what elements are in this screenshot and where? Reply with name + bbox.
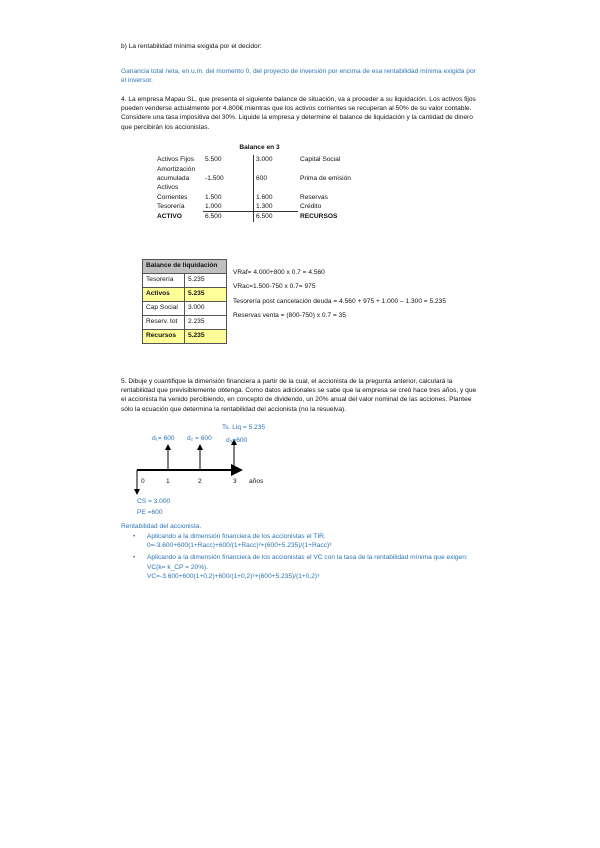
table-row <box>155 174 364 183</box>
table-row <box>155 193 364 202</box>
liquidation-title: Balance de liquidación <box>143 260 227 274</box>
question-5: 5. Dibuje y cuantifique la dimensión financiera a partir de la cual, el accionista de la pregunta anterior, calculará la rentabilidad que previsiblemente obtenga. Como datos adicionales se sabe que la empresa se creó hace tres años, y que el accionista ha venido percibiendo, en concepto de dividendo, un 20% anual del valor nominal de las acciones. Plantee sólo la ecuación que determina la rentabilidad del accionista (no la resuelva). <box>121 378 477 413</box>
question-b: b) La rentabilidad mínima exigida por el decidor: <box>121 43 262 50</box>
table-row <box>155 202 364 212</box>
list-item <box>133 532 473 550</box>
balance-cell-d: Crédito <box>300 203 322 211</box>
balance-cell-d: Capital Social <box>300 156 341 164</box>
table-row <box>143 302 227 316</box>
liquidation-calculations <box>233 268 446 326</box>
vc-formula: VC=-3.600+600(1+0,2)+600/(1+0,2)²+(600+5.235)/(1+0,2)³ <box>147 572 320 580</box>
d2-label: d₂ = 600 <box>187 435 212 442</box>
balance-cell-d <box>298 165 364 174</box>
balance-cell-d <box>298 183 364 192</box>
balance-cell-a: Activos Fijos <box>157 156 195 164</box>
balance-cell-d: Prima de emisión <box>300 174 351 182</box>
liq-label: Activos <box>143 288 185 302</box>
rentabilidad-list <box>133 532 473 581</box>
tir-formula: 0=-3.600+600(1+Racc)+600/(1+Racc)²+(600+5.235)/(1+Racc)³ <box>147 542 332 550</box>
balance-cell-c <box>254 165 299 174</box>
table-row <box>155 165 364 174</box>
liq-value: 3.000 <box>185 302 227 316</box>
table-row <box>155 155 364 164</box>
balance-cell-b: 5.500 <box>203 155 254 164</box>
cs-label: CS = 3.000 <box>137 498 171 505</box>
balance-cell-b <box>203 183 254 192</box>
balance-cell-c: 1.600 <box>256 193 273 201</box>
d3-label: d₃=600 <box>226 437 248 444</box>
liq-label: Reserv. tot <box>143 316 185 330</box>
balance-cell-c: 1.300 <box>254 202 299 212</box>
balance-cell-a: Activos <box>157 184 179 192</box>
liq-value: 5.235 <box>185 288 227 302</box>
balance-cell-a: Corrientes <box>157 193 188 201</box>
liq-value: 5.235 <box>185 274 227 288</box>
calc-line: VRaf= 4.000+800 x 0.7 = 4.560 <box>233 269 325 276</box>
balance-table <box>155 155 364 222</box>
tick-1: 1 <box>166 478 170 485</box>
balance-cell-c <box>254 183 299 192</box>
balance-cell-d: RECURSOS <box>300 212 338 220</box>
balance-total-row <box>155 212 364 222</box>
liq-label: Cap Social <box>143 302 185 316</box>
tick-0: 0 <box>141 478 145 485</box>
d1-label: d₁= 600 <box>152 435 175 442</box>
liq-label: Tesorería <box>143 274 185 288</box>
question-4: 4. La empresa Mapau SL, que presenta el siguiente balance de situación, va a proceder a su liquidación. Los activos fijos pueden venderse actualmente por 4.800€ mientras que los activos corrientes se recuperan al 50% de su valor contable. Considere una tasa impositiva del 30%. Liquide la empresa y determine el balance de liquidación y la cantidad de dinero que percibirán los accionistas. <box>121 96 476 131</box>
table-row <box>143 274 227 288</box>
tick-2: 2 <box>198 478 202 485</box>
liquidation-table <box>142 259 227 344</box>
table-row <box>143 288 227 302</box>
pe-label: PE =600 <box>137 509 163 516</box>
calc-line: Reservas venta = (800-750) x 0.7 = 35 <box>233 312 346 320</box>
balance-cell-a: Tesorería <box>157 203 185 211</box>
balance-cell-b: -1.500 <box>203 174 254 183</box>
bullet-text: Aplicando a la dimensión financiera de los accionistas el VC con la tasa de la rentabilidad mínima que exigen: VC(k= k_CP = 20%). <box>147 554 468 571</box>
balance-cell-a: ACTIVO <box>157 212 182 220</box>
balance-cell-a: Amortización <box>157 165 196 173</box>
calc-line: VRac=1.500-750 x 0.7= 975 <box>233 283 316 291</box>
liq-value: 5.235 <box>185 330 227 344</box>
balance-cell-d: Reservas <box>300 193 328 201</box>
answer-b: Ganancia total neta, en u.m. del momento 0, del proyecto de inversión por encima de esa rentabilidad mínima exigida por el inversor. <box>121 68 476 85</box>
balance-sheet <box>155 143 370 222</box>
balance-cell-b: 6.500 <box>203 212 254 222</box>
axis-unit: años <box>249 478 264 485</box>
table-row <box>143 316 227 330</box>
rentabilidad-title: Rentabilidad del accionista. <box>121 523 202 530</box>
list-item <box>133 553 473 581</box>
balance-cell-b <box>203 165 254 174</box>
liq-value: 2.235 <box>185 316 227 330</box>
balance-title: Balance en 3 <box>239 144 280 151</box>
liq-label: Recursos <box>143 330 185 344</box>
bullet-icon: • <box>133 554 136 562</box>
bullet-icon: • <box>133 533 136 540</box>
table-row <box>143 330 227 344</box>
table-row <box>155 183 364 192</box>
ts-liq-label: Ts. Liq = 5.235 <box>222 424 266 431</box>
calc-line: Tesorería post cancelación deuda = 4.560 + 975 + 1.000 – 1.300 = 5.235 <box>233 297 446 305</box>
cash-flow-timeline <box>125 424 285 524</box>
bullet-text: Aplicando a la dimensión financiera de los accionistas el TIR. <box>147 533 326 540</box>
balance-cell-c: 6.500 <box>256 213 273 221</box>
balance-cell-b: 1.000 <box>203 202 254 212</box>
balance-cell-c: 600 <box>256 174 268 182</box>
balance-cell-c: 3.000 <box>256 156 273 164</box>
balance-cell-a: acumulada <box>157 174 190 182</box>
balance-cell-b: 1.500 <box>203 193 254 202</box>
tick-3: 3 <box>233 478 237 485</box>
